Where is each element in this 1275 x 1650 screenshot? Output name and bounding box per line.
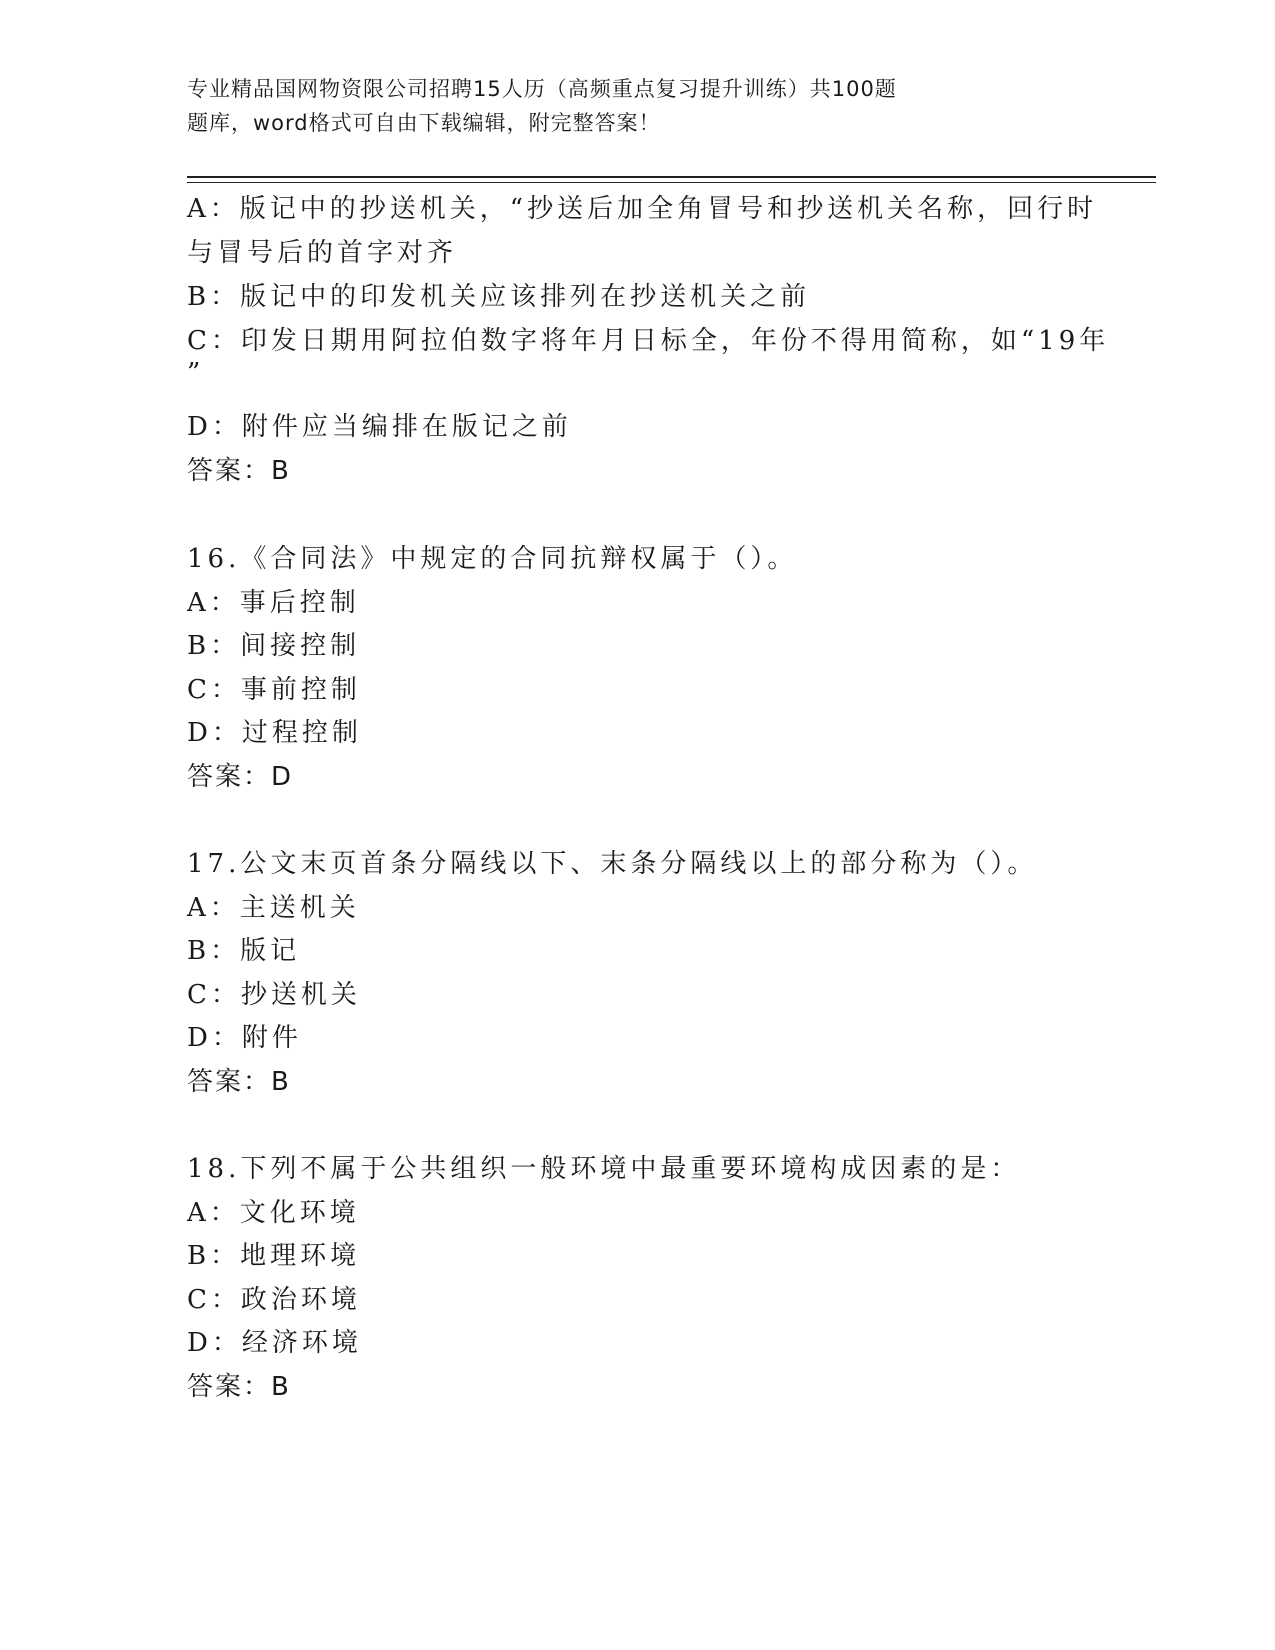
q17-stem: 17.公文末页首条分隔线以下、末条分隔线以上的部分称为（）。 (187, 849, 1038, 879)
q16-option-b: B：间接控制 (187, 631, 361, 661)
q17-option-a: A：主送机关 (187, 893, 360, 923)
q18-option-c: C：政治环境 (187, 1285, 361, 1315)
q15-option-c-line-1: C：印发日期用阿拉伯数字将年月日标全，年份不得用简称，如“19年 (187, 326, 1110, 356)
q18-option-d: D：经济环境 (187, 1328, 362, 1358)
q15-option-c-line-2: ” (187, 358, 205, 388)
q18-option-a: A：文化环境 (187, 1198, 360, 1228)
q16-option-a: A：事后控制 (187, 588, 360, 618)
q15-option-a-line-2: 与冒号后的首字对齐 (187, 238, 458, 268)
header-divider-thick (187, 176, 1156, 178)
q16-option-c: C：事前控制 (187, 675, 361, 705)
q18-option-b: B：地理环境 (187, 1241, 361, 1271)
q18-answer: 答案：B (187, 1372, 291, 1402)
q15-option-a-line-1: A：版记中的抄送机关，“抄送后加全角冒号和抄送机关名称，回行时 (187, 194, 1098, 224)
q17-option-b: B：版记 (187, 936, 301, 966)
q16-answer: 答案：D (187, 762, 294, 792)
q17-answer: 答案：B (187, 1067, 291, 1097)
q17-option-d: D：附件 (187, 1023, 302, 1053)
q15-option-b: B：版记中的印发机关应该排列在抄送机关之前 (187, 282, 811, 312)
document-header (187, 72, 1007, 140)
header-divider-thin (187, 182, 1156, 183)
q18-stem: 18.下列不属于公共组织一般环境中最重要环境构成因素的是： (187, 1154, 1021, 1184)
q17-option-c: C：抄送机关 (187, 980, 361, 1010)
header-title-line-2: 题库，word格式可自由下载编辑，附完整答案！ (187, 111, 661, 135)
q15-answer: 答案：B (187, 456, 291, 486)
q16-stem: 16.《合同法》中规定的合同抗辩权属于（）。 (187, 544, 798, 574)
header-title-line-1: 专业精品国网物资限公司招聘15人历（高频重点复习提升训练）共100题 (187, 77, 897, 101)
q16-option-d: D：过程控制 (187, 718, 362, 748)
q15-option-d: D：附件应当编排在版记之前 (187, 412, 572, 442)
